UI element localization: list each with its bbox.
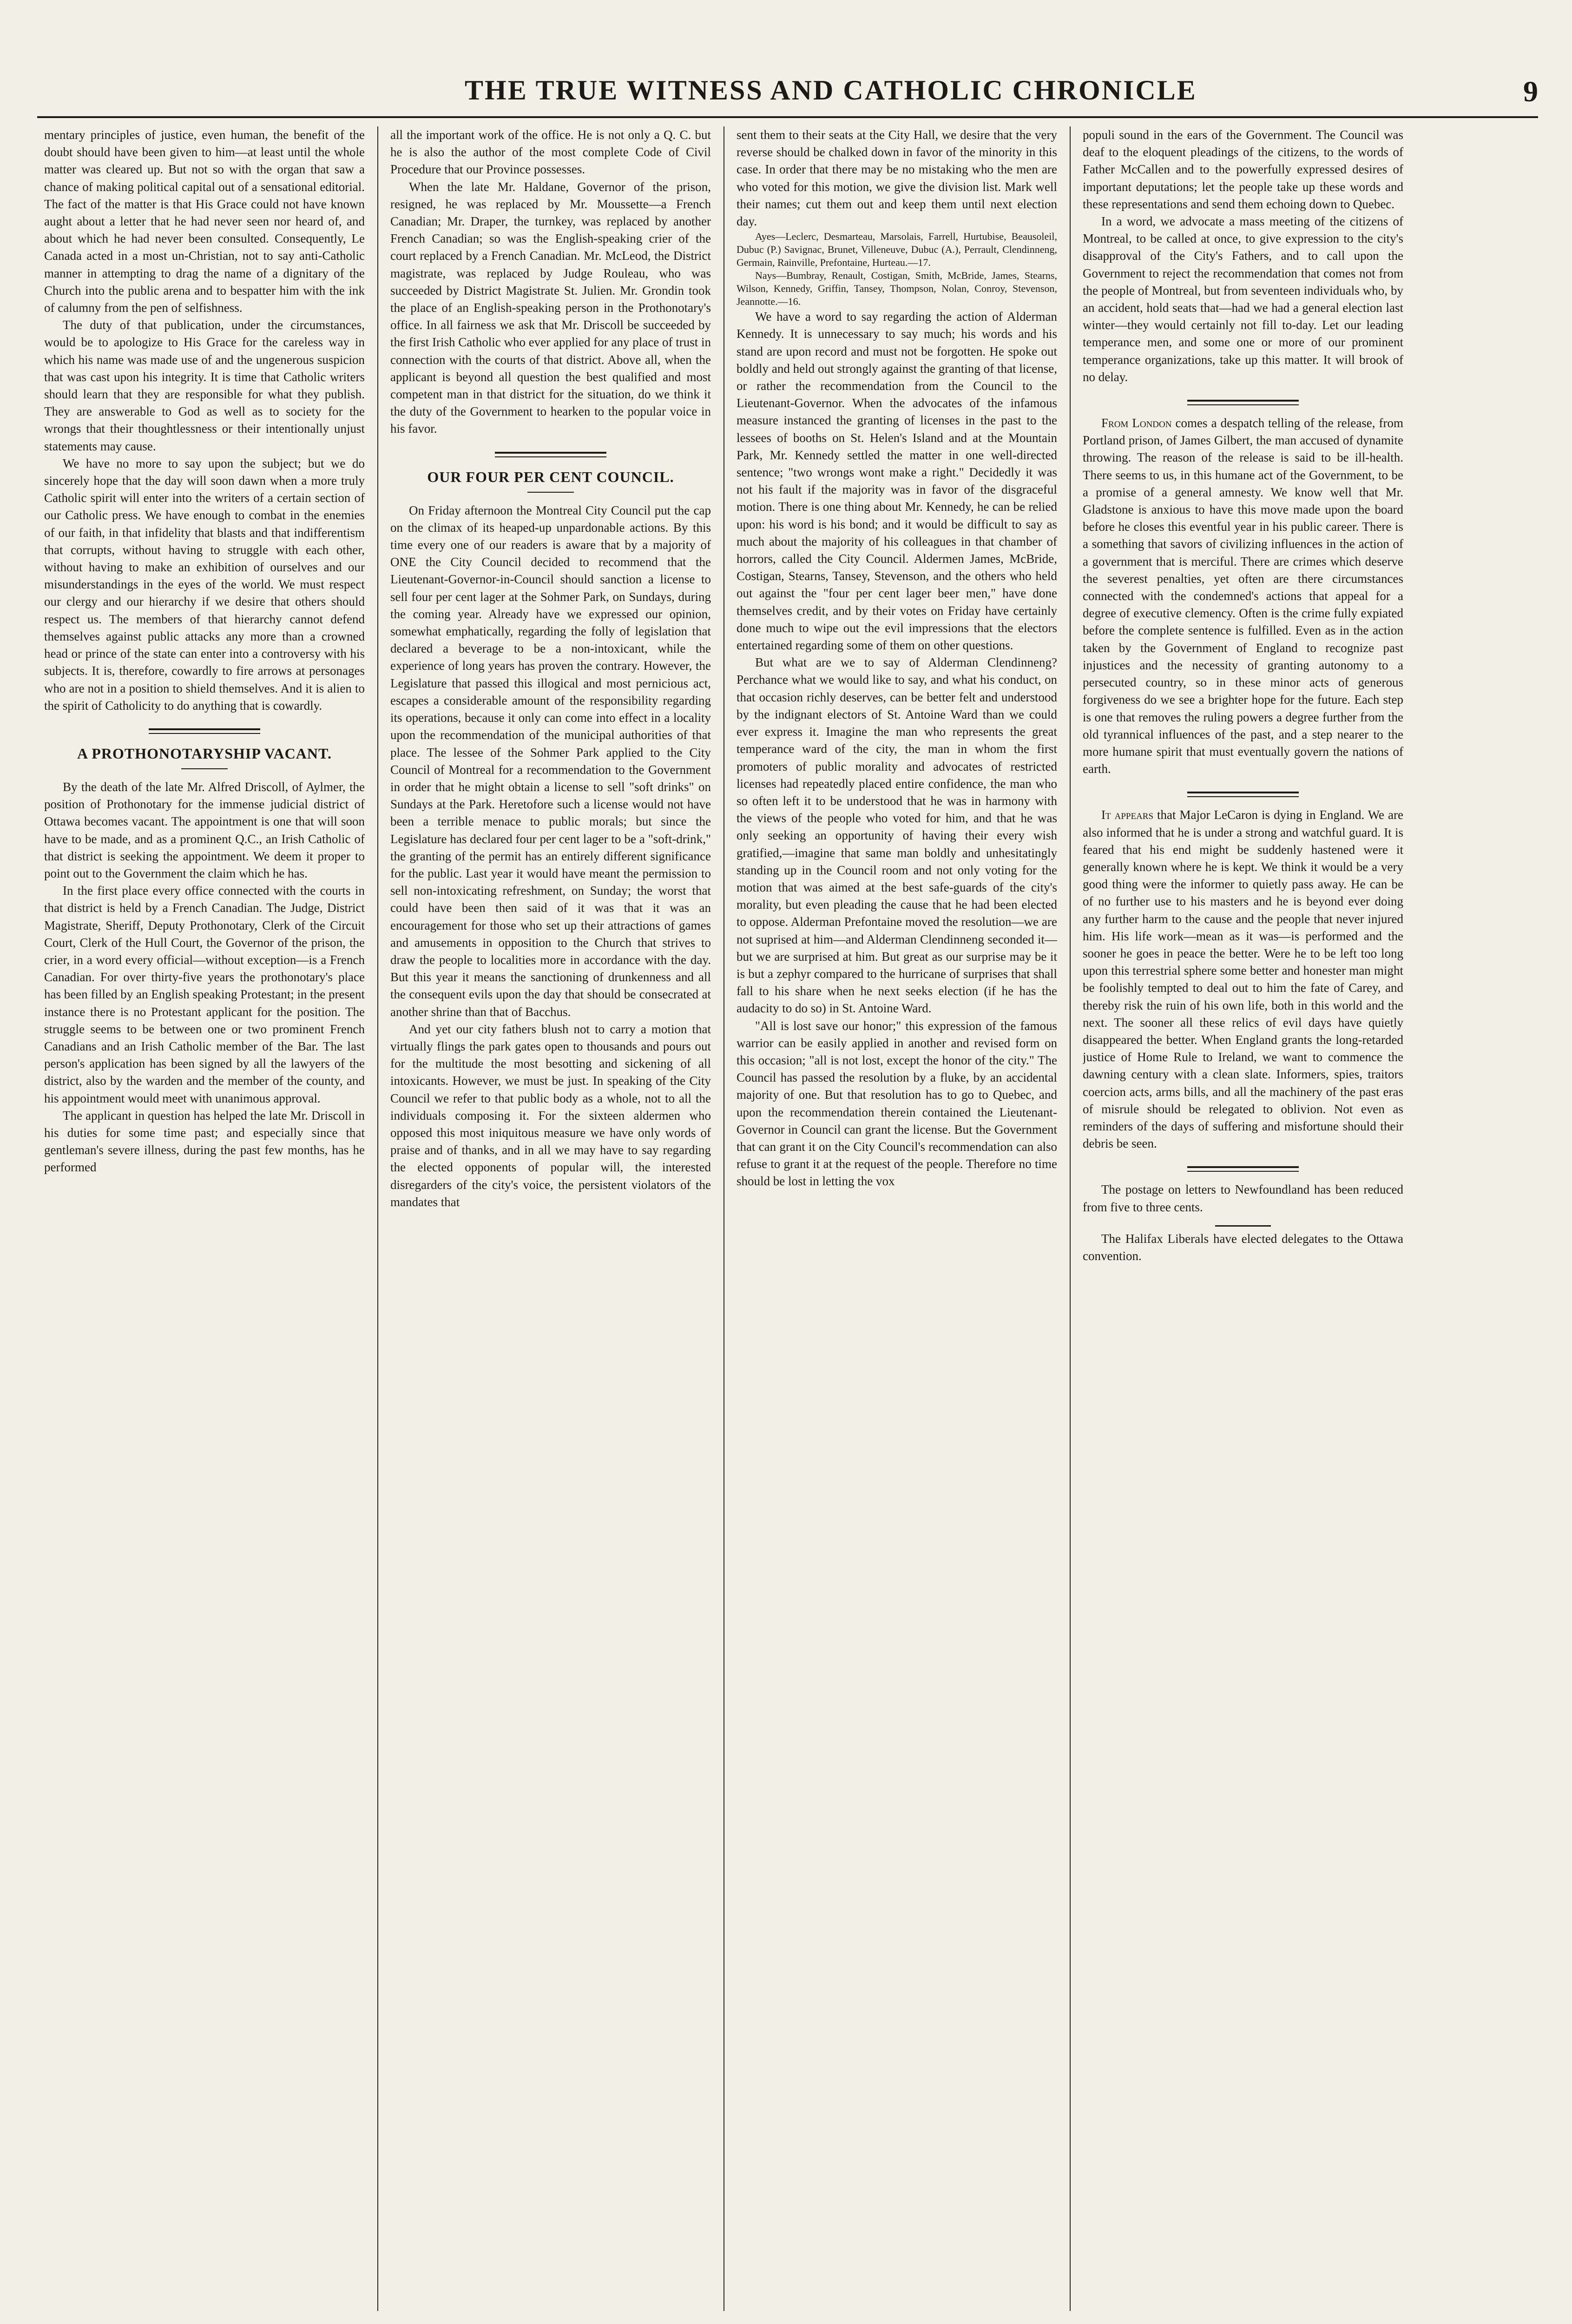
paragraph: sent them to their seats at the City Hall, we desire that the very reverse should be chalked down in favor of the minority in this case. In order that there may be no mistaking who the men are who voted for this motion, we give the division list. Mark well their names; cut them out and keep them until next election day. bbox=[737, 128, 1057, 229]
paragraph: We have no more to say upon the subject; but we do sincerely hope that the day will soon dawn when a more truly Catholic spirit will enter into the writers of a certain section of our Catholic press. We have enough to combat in the enemies of our faith, in that infidelity that blasts and that indifferentism that corrupts, without having to struggle with each other, without having to make an exhibition of ourselves and our misunderstandings in the eyes of the world. We must respect our clergy and our hierarchy if we desire that others should respect us. The members of that hierarchy cannot defend themselves against public attacks any more than a crowned head or prince of the state can enter into a controversy with his subjects. It is, therefore, cowardly to fire arrows at personages who are not in a position to shield themselves. And it is alien to the spirit of Catholicity to do anything that is cowardly. bbox=[44, 456, 365, 713]
paragraph: By the death of the late Mr. Alfred Driscoll, of Aylmer, the position of Prothonotary for the immense judicial district of Ottawa becomes vacant. The appointment is one that will soon have to be made, and as a prominent Q.C., an Irish Catholic of that district is seeking the appointment. We deem it proper to point out to the Government the claim which he has. bbox=[44, 779, 365, 880]
section-rule bbox=[149, 728, 260, 734]
heading-rule bbox=[527, 492, 574, 493]
columns bbox=[44, 126, 1531, 2311]
paragraph: The duty of that publication, under the circumstances, would be to apologize to His Grace for the careless way in which his name was made use of and the ungenerous suspicion that was cast upon his integrity. It is time that Catholic writers should learn that they are responsible for what they publish. They are answerable to God as well as to society for the wrongs that their thoughtlessness or their intentionally unjust statements may cause. bbox=[44, 318, 365, 453]
paragraph: The postage on letters to Newfoundland has been reduced from five to three cents. bbox=[1083, 1182, 1403, 1214]
section-rule bbox=[1187, 1166, 1299, 1172]
paragraph: "All is lost save our honor;" this expression of the famous warrior can be easily applied in another and revised form on this occasion; "all is not lost, except the honor of the city." The Council has passed the resolution by a fluke, by an accidental majority of one. But that resolution has to go to Quebec, and upon the recommendation therein contained the Lieutenant-Governor in Council can grant the license. But the Government that can grant it on the City Council's recommendation can also refuse to grant it at the request of the people. Therefore no time should be lost in letting the vox bbox=[737, 1018, 1057, 1188]
column-divider bbox=[377, 126, 378, 2311]
article-heading: OUR FOUR PER CENT COUNCIL. bbox=[427, 468, 674, 485]
paragraph: On Friday afternoon the Montreal City Council put the cap on the climax of its heaped-up unpardonable actions. By this time every one of our readers is aware that by a majority of ONE the City Council decided to recommend that the Lieutenant-Governor-in-Council should sanction a license to sell four per cent lager at the Sohmer Park, on Sundays, during the coming year. Already have we expressed our opinion, somewhat emphatically, regarding the folly of legislation that declared a beverage to be a non-intoxicant, while the experience of long years has proven the contrary. However, the Legislature that passed this illogical and most pernicious act, escapes a considerable amount of the responsibility regarding its operations, because it only can come into effect in a locality upon the recommendation of the municipal authorities of that place. The lessee of the Sohmer Park applied to the City Council of Montreal for a recommendation to the Government in order that he might obtain a license to sell "soft drinks" on Sundays at the Park. Heretofore such a license would not have been a terrible menace to public morals; but since the Legislature has declared four per cent lager to be a "soft-drink," the granting of the permit has an entirely different significance for the public. Last year it would have meant the permission to sell non-intoxicating refreshment, on Sunday; the worst that could have been then said of it was that it was an encouragement for those who set up their attractions of games and amusements in opposition to the Church that strives to draw the people to localities more in accordance with the day. But this year it means the sanctioning of drunkenness and all the consequent evils upon the day that should be consecrated at another shrine than that of Bacchus. bbox=[390, 503, 711, 1019]
paragraph: populi sound in the ears of the Government. The Council was deaf to the eloquent pleadings of the citizens, to the words of Father McCallen and to the powerfully expressed desires of important deputations; let the people take up these words and these representations and send them echoing down to Quebec. bbox=[1083, 128, 1403, 211]
masthead bbox=[37, 70, 1538, 125]
paragraph: And yet our city fathers blush not to carry a motion that virtually flings the park gates open to thousands and pours out for the multitude the most besotting and sickening of all intoxicants. However, we must be just. In speaking of the City Council we refer to that public body as a whole, not to all the individuals composing it. For the sixteen aldermen who opposed this most iniquitous measure we have only words of praise and of thanks, and in all we may have to say regarding the elected opponents of popular will, the interested disregarders of the city's voice, the persistent violators of the mandates that bbox=[390, 1022, 711, 1209]
paragraph: In the first place every office connected with the courts in that district is held by a French Canadian. The Judge, District Magistrate, Sheriff, Deputy Prothonotary, Clerk of the Circuit Court, Clerk of the Hull Court, the Governor of the prison, the crier, in a word every official—without exception—is a French Canadian. For over thirty-five years the prothonotary's place has been filled by an English speaking Protestant; in the present instance there is no Protestant applicant for the position. The struggle seems to be between one or two prominent French Canadians and an Irish Catholic member of the Bar. The last person's application has been signed by all the lawyers of the district, also by the warden and the member of the county, and his appointment would meet with unanimous approval. bbox=[44, 884, 365, 1105]
division-list-nays: Nays—Bumbray, Renault, Costigan, Smith, McBride, James, Stearns, Wilson, Kennedy, Griffin, Tansey, Thompson, Nolan, Conroy, Stevenson, Jeannotte.—16. bbox=[737, 270, 1057, 308]
paragraph: We have a word to say regarding the action of Alderman Kennedy. It is unnecessary to say much; his words and his stand are upon record and must not be forgotten. He spoke out boldly and held out strongly against the granting of that license, or rather the recommendation from the Council to the Lieutenant-Governor. When the advocates of the infamous measure instanced the granting of licenses in the past to the lessees of booths on St. Helen's Island and at the Mountain Park, Mr. Kennedy settled the matter in one well-directed sentence; "two wrongs wont make a right." Decidedly it was not his fault if the majority was in favor of the disgraceful motion. There is one thing about Mr. Kennedy, he can be relied upon: his word is his bond; and it would be difficult to say as much about the majority of his colleagues in that chamber of horrors, called the City Council. Aldermen James, McBride, Costigan, Stearns, Tansey, Stevenson, and the others who held out against the "four per cent lager beer men," have done themselves credit, and by their votes on Friday have certainly done much to wipe out the evil impressions that the electors entertained regarding some of them on other questions. bbox=[737, 310, 1057, 653]
lead-in: It appears bbox=[1101, 808, 1154, 822]
heading-rule bbox=[181, 768, 228, 769]
paragraph-body: comes a despatch telling of the release, from Portland prison, of James Gilbert, the man accused of dynamite throwing. The reason of the release is said to be ill-health. There seems to us, in this humane act of the Government, to be a promise of a general amnesty. We know well that Mr. Gladstone is anxious to have this move made upon the board before he closes this eventful year in his public career. There is a something that savors of civilizing influences in the action of a government that is merciful. There are crimes which deserve the severest penalties, yet often are there circumstances connected with the condemned's actions that appeal for a degree of executive clemency. Often is the crime fully expiated before the complete sentence is fulfilled. Even as in the action taken by the Government of England to recognize past injustices and the necessity of granting autonomy to a persecuted country, so in these minor acts of generous forgiveness do we see a brighter hope for the future. Each step is one that removes the ruling powers a degree further from the old tyrannical influences of the past, and a step nearer to the more humane spirit that must eventually govern the nations of earth. bbox=[1083, 416, 1403, 776]
page-number: 9 bbox=[1523, 75, 1538, 108]
column-4 bbox=[1083, 126, 1403, 2311]
paragraph: mentary principles of justice, even human, the benefit of the doubt should have been given to him—at least until the whole matter was cleared up. But not so with the organ that saw a chance of making political capital out of a sensational editorial. The fact of the matter is that His Grace could not have known aught about a letter that he had never seen nor heard of, and about which he had never been consulted. Consequently, Le Canada acted in a most un-Christian, not to say anti-Catholic manner in attempting to drag the name of a dignitary of the Church into the public arena and to bespatter him with the ink of calumny from the pen of selfishness. bbox=[44, 128, 365, 315]
column-3 bbox=[737, 126, 1057, 2311]
paragraph-london bbox=[1083, 415, 1403, 778]
paragraph: all the important work of the office. He is not only a Q. C. but he is also the author of the most complete Code of Civil Procedure that our Province possesses. bbox=[390, 128, 711, 177]
paragraph: But what are we to say of Alderman Clendinneng? Perchance what we would like to say, and what his conduct, on that occasion richly deserves, can be better felt and understood by the indignant electors of St. Antoine Ward than we could ever express it. Imagine the man who represents the great temperance ward of the city, the man in whom the first promoters of public morality and advocates of restricted licenses had repeatedly placed entire confidence, the man who so often left it to be understood that he was in harmony with the views of the people who voted for him, and that he was only seeking an opportunity of having their every wish gratified,—imagine that same man boldly and unhesitatingly standing up in the Council room and not only voting for the motion that was aimed at the best safe-guards of the city's morality, but even pleading the cause that he had been elected to oppose. Alderman Prefontaine moved the resolution—we are not suprised at him—and Alderman Clendinneng seconded it—but we are surprised at him. But great as our surprise may be it is but a zephyr compared to the hurricane of surprises that shall fall to his share when he next seeks election (if he has the audacity to do so) in St. Antoine Ward. bbox=[737, 655, 1057, 1016]
article-heading: A PROTHONOTARYSHIP VACANT. bbox=[77, 745, 332, 762]
newspaper-title: THE TRUE WITNESS AND CATHOLIC CHRONICLE bbox=[465, 75, 1197, 106]
paragraph: The Halifax Liberals have elected delegates to the Ottawa convention. bbox=[1083, 1231, 1403, 1263]
paragraph: When the late Mr. Haldane, Governor of the prison, resigned, he was replaced by Mr. Moussette—a French Canadian; Mr. Draper, the turnkey, was replaced by another French Canadian; so was the English-speaking crier of the court replaced by a French Canadian. Mr. McLeod, the District magistrate, was replaced by Judge Rouleau, who was succeeded by District Magistrate St. Julien. Mr. Grondin took the place of an English-speaking person in the Prothonotary's office. In all fairness we ask that Mr. Driscoll be succeeded by the first Irish Catholic who ever applied for any place of trust in connection with the courts of that district. Above all, when the applicant is beyond all question the best qualified and most competent man in that district for the situation, do we think it the duty of the Government to hearken to the popular voice in his favor. bbox=[390, 179, 711, 436]
column-1 bbox=[44, 126, 365, 2311]
column-divider bbox=[1070, 126, 1071, 2311]
section-rule bbox=[495, 452, 606, 457]
section-rule bbox=[1187, 400, 1299, 405]
paragraph-body: that Major LeCaron is dying in England. We are also informed that he is under a strong and watchful guard. It is feared that his end might be suddenly hastened were it generally known where he is kept. We think it would be a very good thing were the informer to quietly pass away. He can be of no further use to his masters and he is beyond ever doing any further harm to the cause and the people that never injured him. His life work—mean as it was—is performed and the sooner he goes in peace the better. Were he to be left too long upon this terrestrial sphere some better and honester man might be foolishly tempted to deal out to him the fate of Carey, and thereby risk the ruin of his own life, both in this world and the next. The sooner all these relics of evil days have quietly disappeared the better. When England grants the long-retarded justice of Home Rule to Ireland, we want to commence the dawning century with a clean slate. Informers, spies, traitors coercion acts, arms bills, and all the machinery of the past eras of misrule should be relegated to oblivion. Not even as reminders of the days of suffering and misfortune should their debris be seen. bbox=[1083, 808, 1403, 1151]
column-2 bbox=[390, 126, 711, 2311]
section-rule bbox=[1187, 792, 1299, 797]
paragraph: In a word, we advocate a mass meeting of the citizens of Montreal, to be called at once, to give expression to the city's disapproval of the City's Fathers, and to call upon the Government to reject the recommendation that comes not from the people of Montreal, but from seventeen individuals who, by an accident, hold seats that—had we had a general election last winter—they would certainly not fill to-day. Let our leading temperance men, and some one or more of our prominent temperance organizations, take up this matter. It will brook of no delay. bbox=[1083, 214, 1403, 384]
paragraph-lecaron bbox=[1083, 806, 1403, 1152]
paragraph: The applicant in question has helped the late Mr. Driscoll in his duties for some time past; and especially since that gentleman's severe illness, during the past few months, has he performed bbox=[44, 1108, 365, 1175]
lead-in: From London bbox=[1101, 416, 1172, 430]
masthead-rule bbox=[37, 116, 1538, 118]
division-list-ayes: Ayes—Leclerc, Desmarteau, Marsolais, Farrell, Hurtubise, Beausoleil, Dubuc (P.) Savignac, Brunet, Villeneuve, Dubuc (A.), Perrault, Clendinneng, Germain, Rainville, Prefontaine, Hurteau.—17. bbox=[737, 231, 1057, 269]
section-rule bbox=[1215, 1225, 1271, 1227]
